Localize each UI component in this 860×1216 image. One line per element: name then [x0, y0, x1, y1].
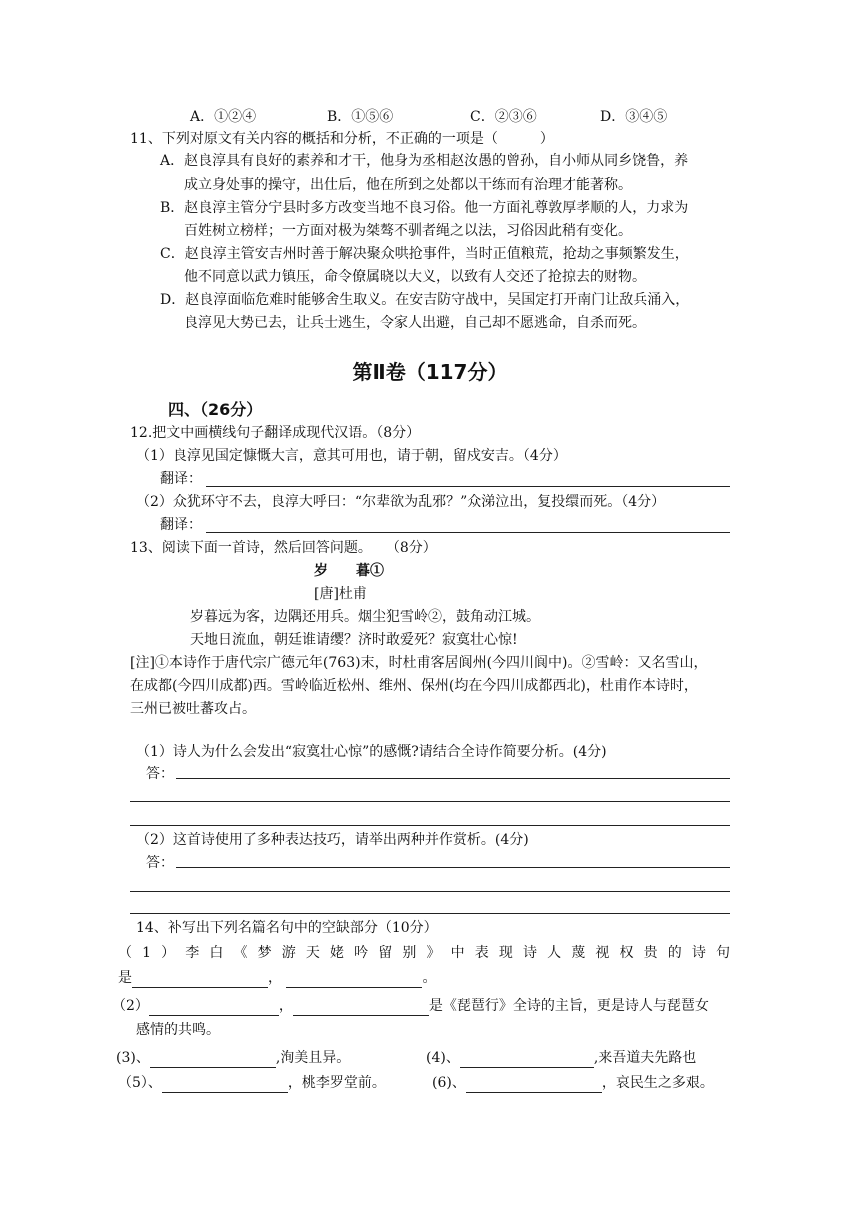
q13-answer-line-1a[interactable] — [176, 778, 730, 779]
q13-answer-label-1: 答： — [146, 766, 174, 782]
q12-sentence-2: （2）众犹环守不去，良淳大呼曰：“尔辈欲为乱邪？”众涕泣出，复投缳而死。（4分） — [136, 494, 666, 510]
q14-item-6-prefix: (6)、 — [432, 1075, 466, 1091]
q11-option-d-cont: 良淳见大势已去，让兵士逃生，令家人出避，自己却不愿逃命，自杀而死。 — [184, 315, 646, 331]
q14-item-2-cont: 感情的共鸣。 — [136, 1022, 220, 1038]
blank-2a[interactable] — [149, 999, 279, 1016]
q14-item-2 — [112, 996, 709, 1016]
q13-sub-question-1: （1）诗人为什么会发出“寂寞壮心惊”的感慨?请结合全诗作简要分析。(4分) — [136, 744, 607, 760]
q12-translate-label-1: 翻译： — [160, 471, 202, 487]
q11-option-a: A．赵良淳具有良好的素养和才干，他身为丞相赵汝愚的曾孙，自小师从同乡饶鲁，养 — [160, 153, 689, 169]
q14-item-3 — [116, 1048, 350, 1068]
blank-1a[interactable] — [132, 971, 268, 988]
q14-comma-2: ， — [278, 998, 293, 1014]
q14-item-2-prefix: （2） — [112, 998, 149, 1014]
q14-item-3-suffix: ,洵美且异。 — [275, 1050, 351, 1066]
blank-1b[interactable] — [286, 971, 422, 988]
q13-answer-line-2a[interactable] — [176, 867, 730, 868]
q10-option-d: D．③④⑤ — [600, 109, 668, 125]
q14-item-4 — [426, 1048, 696, 1068]
q10-option-b: B．①⑤⑥ — [327, 109, 394, 125]
blank-2b[interactable] — [293, 999, 429, 1016]
part2-title: 第Ⅱ卷（117分） — [352, 360, 508, 384]
q14-stem: 14、补写出下列名篇名句中的空缺部分（10分） — [136, 920, 438, 936]
q12-answer-line-1[interactable] — [206, 486, 730, 487]
section-4-heading: 四、（26分） — [168, 400, 263, 419]
blank-4[interactable] — [460, 1051, 594, 1068]
q14-item-2-suffix: 是《琵琶行》全诗的主旨，更是诗人与琵琶女 — [428, 998, 709, 1014]
q14-item-5-prefix: （5）、 — [118, 1075, 162, 1091]
q12-sentence-1: （1）良淳见国定慷慨大言，意其可用也，请于朝，留戍安吉。（4分） — [136, 448, 567, 464]
q11-option-c: C．赵良淳主管安吉州时善于解决聚众哄抢事件，当时正值粮荒，抢劫之事频繁发生， — [160, 246, 689, 262]
q14-item-5 — [118, 1073, 386, 1093]
q12-translate-label-2: 翻译： — [160, 517, 202, 533]
q14-item-6-suffix: ，哀民生之多艰。 — [601, 1075, 714, 1091]
poem-title: 岁 暮① — [314, 563, 384, 579]
q14-item-6 — [432, 1073, 714, 1093]
q11-option-b: B．赵良淳主管分宁县时多方改变当地不良习俗。他一方面礼尊敦厚孝顺的人，力求为 — [160, 200, 689, 216]
q12-stem: 12.把文中画横线句子翻译成现代汉语。（8分） — [130, 425, 421, 441]
q13-answer-line-2b[interactable] — [130, 891, 730, 892]
blank-5[interactable] — [162, 1076, 288, 1093]
poem-line-2: 天地日流血，朝廷谁请缨？济时敢爱死？寂寞壮心惊! — [190, 632, 518, 648]
blank-3[interactable] — [150, 1051, 276, 1068]
q14-item-3-prefix: (3)、 — [116, 1050, 150, 1066]
q11-stem: 11、下列对原文有关内容的概括和分析，不正确的一项是（ ） — [130, 131, 554, 147]
q13-answer-label-2: 答： — [146, 855, 174, 871]
q13-sub-question-2: （2）这首诗使用了多种表达技巧，请举出两种并作赏析。(4分) — [136, 832, 529, 848]
q11-option-a-cont: 成立身处事的操守，出仕后，他在所到之处都以干练而有治理才能著称。 — [184, 177, 632, 193]
poem-line-1: 岁暮远为客，边隅还用兵。烟尘犯雪岭②，鼓角动江城。 — [190, 609, 540, 625]
q14-item-1: （1）李白《梦游天姥吟留别》中表现诗人蔑视权贵的诗句 — [118, 945, 730, 961]
q14-item-4-prefix: (4)、 — [426, 1050, 460, 1066]
q14-period: 。 — [422, 970, 437, 986]
poem-author: [唐]杜甫 — [314, 586, 367, 602]
q10-option-c: C．②③⑥ — [470, 109, 537, 125]
poem-note-2: 在成都(今四川成都)西。雪岭临近松州、维州、保州(均在今四川成都西北)，杜甫作本诗时， — [130, 678, 698, 694]
blank-6[interactable] — [466, 1076, 602, 1093]
poem-note-1: [注]①本诗作于唐代宗广德元年(763)末，时杜甫客居阆州(今四川阆中)。②雪岭：又名雪山， — [130, 655, 708, 671]
q11-option-b-cont: 百姓树立榜样；一方面对极为桀骜不驯者绳之以法，习俗因此稍有变化。 — [184, 223, 632, 239]
q14-comma: ， — [268, 970, 282, 986]
q14-item-4-suffix: ,来吾道夫先路也 — [593, 1050, 697, 1066]
q10-option-a: A．①②④ — [190, 109, 257, 125]
q14-item-1-prefix: 是 — [118, 970, 132, 986]
q13-answer-line-1c[interactable] — [130, 825, 730, 826]
q13-answer-line-1b[interactable] — [130, 801, 730, 802]
poem-note-3: 三州已被吐蕃攻占。 — [130, 701, 256, 717]
q14-item-5-suffix: ，桃李罗堂前。 — [287, 1075, 386, 1091]
q12-answer-line-2[interactable] — [206, 532, 730, 533]
q11-option-d: D．赵良淳面临危难时能够舍生取义。在安吉防守战中，吴国定打开南门让敌兵涌入， — [160, 292, 690, 308]
q13-stem: 13、阅读下面一首诗，然后回答问题。 （8分） — [130, 540, 437, 556]
q13-answer-line-2c[interactable] — [130, 913, 730, 914]
q14-item-1-cont — [118, 968, 436, 988]
q11-option-c-cont: 他不同意以武力镇压，命令僚属晓以大义，以致有人交还了抢掠去的财物。 — [184, 269, 646, 285]
